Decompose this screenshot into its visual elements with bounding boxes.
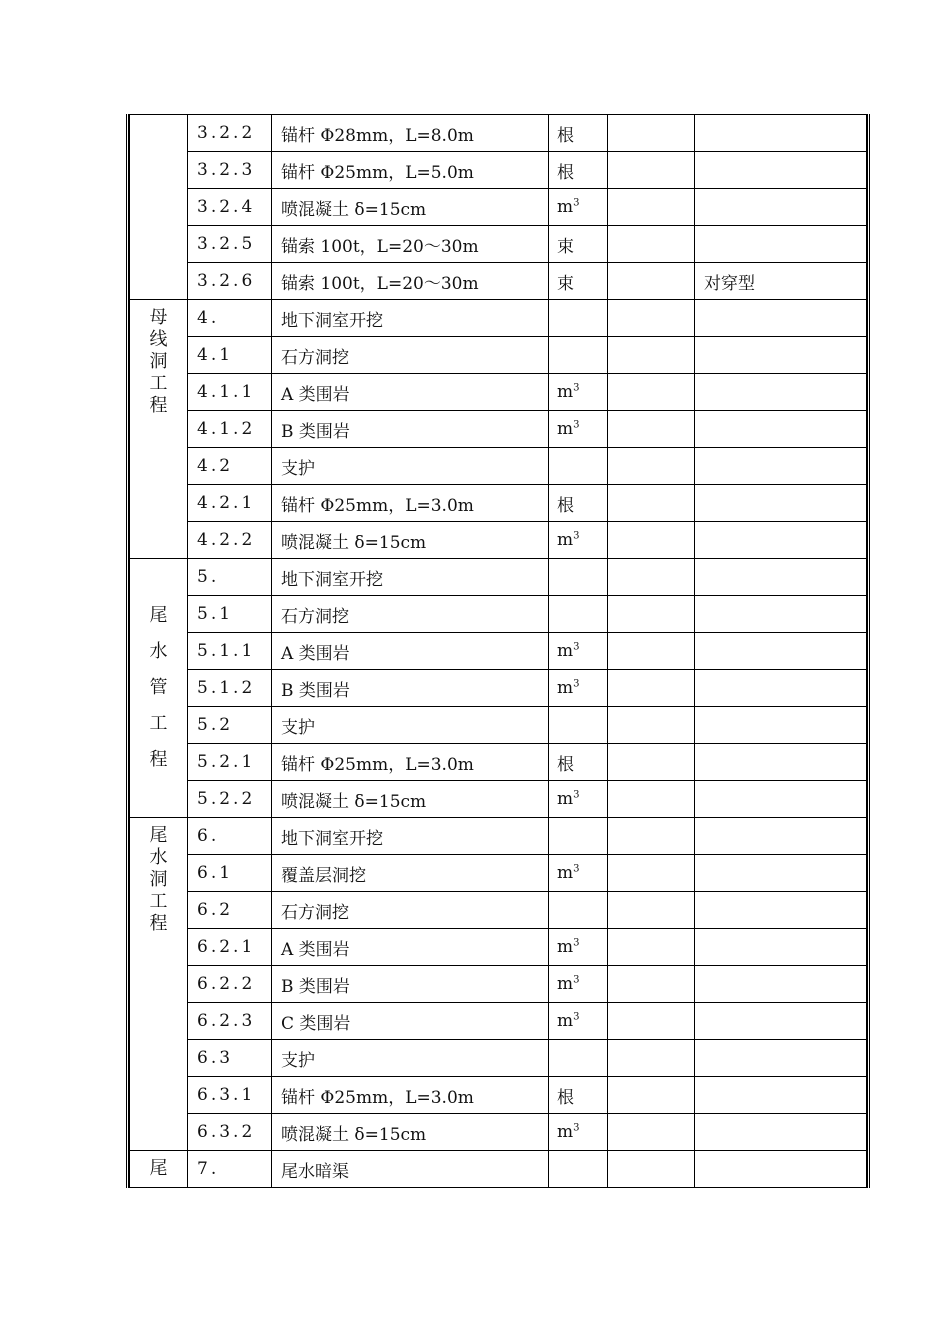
item-description-cell: A 类围岩 — [272, 633, 549, 670]
quantity-cell — [608, 855, 695, 892]
table-row — [130, 374, 867, 411]
remark-cell — [695, 1077, 867, 1114]
section-name-char: 工 — [149, 891, 168, 912]
item-code-cell: 4. — [188, 300, 272, 337]
remark-cell — [695, 485, 867, 522]
section-name-char: 工 — [149, 713, 168, 734]
quantity-cell — [608, 226, 695, 263]
section-name-char: 洞 — [149, 351, 168, 372]
table-row — [130, 337, 867, 374]
unit-cell: $m^3$ — [549, 189, 608, 226]
quantity-table — [129, 114, 867, 1188]
section-name-char: 母 — [149, 307, 168, 328]
table-row — [130, 226, 867, 263]
remark-cell — [695, 781, 867, 818]
item-code-cell: 5.2.1 — [188, 744, 272, 781]
unit-superscript: 3 — [573, 937, 580, 949]
item-description-cell: 支护 — [272, 707, 549, 744]
quantity-cell — [608, 1003, 695, 1040]
item-code-cell: 6. — [188, 818, 272, 855]
remark-cell — [695, 411, 867, 448]
quantity-cell — [608, 337, 695, 374]
item-code-cell: 5.1 — [188, 596, 272, 633]
unit-cell — [549, 337, 608, 374]
item-description-cell: 支护 — [272, 1040, 549, 1077]
quantity-cell — [608, 892, 695, 929]
unit-superscript: 3 — [573, 974, 580, 986]
unit-superscript: 3 — [573, 1011, 580, 1023]
section-name-char: 尾 — [149, 825, 168, 846]
unit-cell: $m^3$ — [549, 633, 608, 670]
table-row — [130, 892, 867, 929]
section-name-cell — [130, 818, 188, 1151]
quantity-cell — [608, 966, 695, 1003]
unit-cell — [549, 448, 608, 485]
quantity-cell — [608, 448, 695, 485]
remark-cell — [695, 855, 867, 892]
item-description-cell: C 类围岩 — [272, 1003, 549, 1040]
quantity-cell — [608, 263, 695, 300]
remark-cell — [695, 670, 867, 707]
remark-cell — [695, 522, 867, 559]
quantity-cell — [608, 596, 695, 633]
item-description-cell: 地下洞室开挖 — [272, 818, 549, 855]
unit-cell: $m^3$ — [549, 855, 608, 892]
unit-cell — [549, 559, 608, 596]
item-code-cell: 5.1.1 — [188, 633, 272, 670]
item-code-cell: 6.2 — [188, 892, 272, 929]
remark-cell — [695, 448, 867, 485]
unit-superscript: 3 — [573, 789, 580, 801]
item-code-cell: 3.2.2 — [188, 115, 272, 152]
table-row — [130, 152, 867, 189]
item-description-cell: 喷混凝土 δ=15cm — [272, 1114, 549, 1151]
item-code-cell: 4.2.2 — [188, 522, 272, 559]
item-code-cell: 4.2 — [188, 448, 272, 485]
remark-cell — [695, 633, 867, 670]
section-name-char: 水 — [149, 641, 168, 662]
quantity-cell — [608, 189, 695, 226]
table-row — [130, 300, 867, 337]
quantity-cell — [608, 559, 695, 596]
quantity-cell — [608, 670, 695, 707]
item-description-cell: 锚索 100t，L=20～30m — [272, 226, 549, 263]
item-code-cell: 4.2.1 — [188, 485, 272, 522]
item-description-cell: 地下洞室开挖 — [272, 300, 549, 337]
unit-superscript: 3 — [573, 641, 580, 653]
unit-cell: $m^3$ — [549, 1114, 608, 1151]
table-row — [130, 522, 867, 559]
item-description-cell: 锚杆 Φ25mm，L=3.0m — [272, 1077, 549, 1114]
item-code-cell: 3.2.4 — [188, 189, 272, 226]
item-code-cell: 6.1 — [188, 855, 272, 892]
item-description-cell: 石方洞挖 — [272, 892, 549, 929]
unit-cell: $m^3$ — [549, 670, 608, 707]
table-row — [130, 1040, 867, 1077]
item-code-cell: 6.3 — [188, 1040, 272, 1077]
remark-cell — [695, 337, 867, 374]
item-description-cell: 喷混凝土 δ=15cm — [272, 781, 549, 818]
remark-cell — [695, 1040, 867, 1077]
remark-cell — [695, 966, 867, 1003]
item-description-cell: B 类围岩 — [272, 411, 549, 448]
table-row — [130, 818, 867, 855]
section-name-char: 程 — [149, 395, 168, 416]
quantity-cell — [608, 633, 695, 670]
table-row — [130, 189, 867, 226]
unit-cell: 根 — [549, 1077, 608, 1114]
section-name-char: 线 — [149, 329, 168, 350]
unit-superscript: 3 — [573, 197, 580, 209]
item-description-cell: 锚杆 Φ25mm，L=3.0m — [272, 485, 549, 522]
unit-cell: 束 — [549, 226, 608, 263]
unit-cell: $m^3$ — [549, 929, 608, 966]
unit-cell: $m^3$ — [549, 411, 608, 448]
item-description-cell: 覆盖层洞挖 — [272, 855, 549, 892]
quantity-cell — [608, 485, 695, 522]
remark-cell — [695, 892, 867, 929]
unit-cell: 根 — [549, 115, 608, 152]
unit-superscript: 3 — [573, 530, 580, 542]
table-row — [130, 1003, 867, 1040]
table-row — [130, 1114, 867, 1151]
item-description-cell: 锚索 100t，L=20～30m — [272, 263, 549, 300]
remark-cell — [695, 744, 867, 781]
quantity-cell — [608, 374, 695, 411]
item-description-cell: 锚杆 Φ25mm，L=3.0m — [272, 744, 549, 781]
quantity-cell — [608, 522, 695, 559]
table-row — [130, 559, 867, 596]
item-description-cell: B 类围岩 — [272, 966, 549, 1003]
unit-cell: $m^3$ — [549, 781, 608, 818]
quantity-cell — [608, 1151, 695, 1188]
unit-cell: $m^3$ — [549, 1003, 608, 1040]
unit-cell: 根 — [549, 744, 608, 781]
unit-cell — [549, 1040, 608, 1077]
item-code-cell: 6.3.2 — [188, 1114, 272, 1151]
quantity-table-frame — [126, 114, 870, 1188]
section-name-cell — [130, 1151, 188, 1188]
remark-cell — [695, 226, 867, 263]
table-row — [130, 966, 867, 1003]
quantity-cell — [608, 929, 695, 966]
table-row — [130, 1151, 867, 1188]
unit-cell — [549, 818, 608, 855]
quantity-cell — [608, 152, 695, 189]
unit-cell: 根 — [549, 485, 608, 522]
remark-cell — [695, 115, 867, 152]
item-description-cell: B 类围岩 — [272, 670, 549, 707]
unit-cell — [549, 892, 608, 929]
unit-cell: $m^3$ — [549, 522, 608, 559]
table-row — [130, 855, 867, 892]
item-code-cell: 6.2.1 — [188, 929, 272, 966]
item-description-cell: 地下洞室开挖 — [272, 559, 549, 596]
unit-superscript: 3 — [573, 382, 580, 394]
item-description-cell: A 类围岩 — [272, 374, 549, 411]
unit-cell — [549, 596, 608, 633]
remark-cell — [695, 1003, 867, 1040]
unit-superscript: 3 — [573, 863, 580, 875]
quantity-cell — [608, 1077, 695, 1114]
remark-cell — [695, 374, 867, 411]
table-row — [130, 448, 867, 485]
quantity-cell — [608, 818, 695, 855]
item-description-cell: 尾水暗渠 — [272, 1151, 549, 1188]
item-code-cell: 5.1.2 — [188, 670, 272, 707]
table-body — [130, 115, 867, 1188]
item-code-cell: 4.1.2 — [188, 411, 272, 448]
remark-cell — [695, 707, 867, 744]
quantity-cell — [608, 1114, 695, 1151]
unit-cell — [549, 300, 608, 337]
section-name-char: 管 — [149, 677, 168, 698]
unit-cell: $m^3$ — [549, 966, 608, 1003]
remark-cell — [695, 929, 867, 966]
item-code-cell: 6.2.2 — [188, 966, 272, 1003]
table-row — [130, 707, 867, 744]
item-description-cell: 石方洞挖 — [272, 596, 549, 633]
remark-cell — [695, 152, 867, 189]
table-row — [130, 670, 867, 707]
table-row — [130, 781, 867, 818]
section-name-char: 程 — [149, 749, 168, 770]
item-description-cell: 锚杆 Φ25mm，L=5.0m — [272, 152, 549, 189]
item-code-cell: 7. — [188, 1151, 272, 1188]
remark-cell — [695, 818, 867, 855]
quantity-cell — [608, 707, 695, 744]
remark-cell — [695, 596, 867, 633]
section-name-char: 程 — [149, 913, 168, 934]
section-name-char: 尾 — [149, 1158, 168, 1179]
table-row — [130, 929, 867, 966]
section-name-char: 水 — [149, 847, 168, 868]
remark-cell — [695, 1114, 867, 1151]
item-code-cell: 5. — [188, 559, 272, 596]
item-code-cell: 3.2.3 — [188, 152, 272, 189]
item-description-cell: 喷混凝土 δ=15cm — [272, 522, 549, 559]
item-code-cell: 6.2.3 — [188, 1003, 272, 1040]
table-row — [130, 263, 867, 300]
section-name-char: 尾 — [149, 605, 168, 626]
remark-cell: 对穿型 — [695, 263, 867, 300]
item-description-cell: A 类围岩 — [272, 929, 549, 966]
item-description-cell: 石方洞挖 — [272, 337, 549, 374]
remark-cell — [695, 189, 867, 226]
quantity-cell — [608, 300, 695, 337]
item-code-cell: 4.1.1 — [188, 374, 272, 411]
section-name-cell — [130, 559, 188, 818]
item-code-cell: 3.2.6 — [188, 263, 272, 300]
item-description-cell: 喷混凝土 δ=15cm — [272, 189, 549, 226]
quantity-cell — [608, 744, 695, 781]
quantity-cell — [608, 411, 695, 448]
item-description-cell: 支护 — [272, 448, 549, 485]
unit-cell: $m^3$ — [549, 374, 608, 411]
unit-superscript: 3 — [573, 1122, 580, 1134]
item-description-cell: 锚杆 Φ28mm，L=8.0m — [272, 115, 549, 152]
unit-cell: 束 — [549, 263, 608, 300]
table-row — [130, 411, 867, 448]
remark-cell — [695, 559, 867, 596]
table-row — [130, 485, 867, 522]
item-code-cell: 5.2 — [188, 707, 272, 744]
remark-cell — [695, 1151, 867, 1188]
item-code-cell: 6.3.1 — [188, 1077, 272, 1114]
table-row — [130, 1077, 867, 1114]
table-row — [130, 744, 867, 781]
quantity-cell — [608, 115, 695, 152]
unit-superscript: 3 — [573, 678, 580, 690]
remark-cell — [695, 300, 867, 337]
section-name-char: 工 — [149, 373, 168, 394]
item-code-cell: 4.1 — [188, 337, 272, 374]
unit-cell — [549, 1151, 608, 1188]
quantity-cell — [608, 1040, 695, 1077]
table-row — [130, 633, 867, 670]
item-code-cell: 5.2.2 — [188, 781, 272, 818]
item-code-cell: 3.2.5 — [188, 226, 272, 263]
unit-superscript: 3 — [573, 419, 580, 431]
quantity-cell — [608, 781, 695, 818]
table-row — [130, 596, 867, 633]
section-name-cell — [130, 300, 188, 559]
section-name-char: 洞 — [149, 869, 168, 890]
unit-cell — [549, 707, 608, 744]
section-name-cell — [130, 115, 188, 300]
unit-cell: 根 — [549, 152, 608, 189]
table-row — [130, 115, 867, 152]
